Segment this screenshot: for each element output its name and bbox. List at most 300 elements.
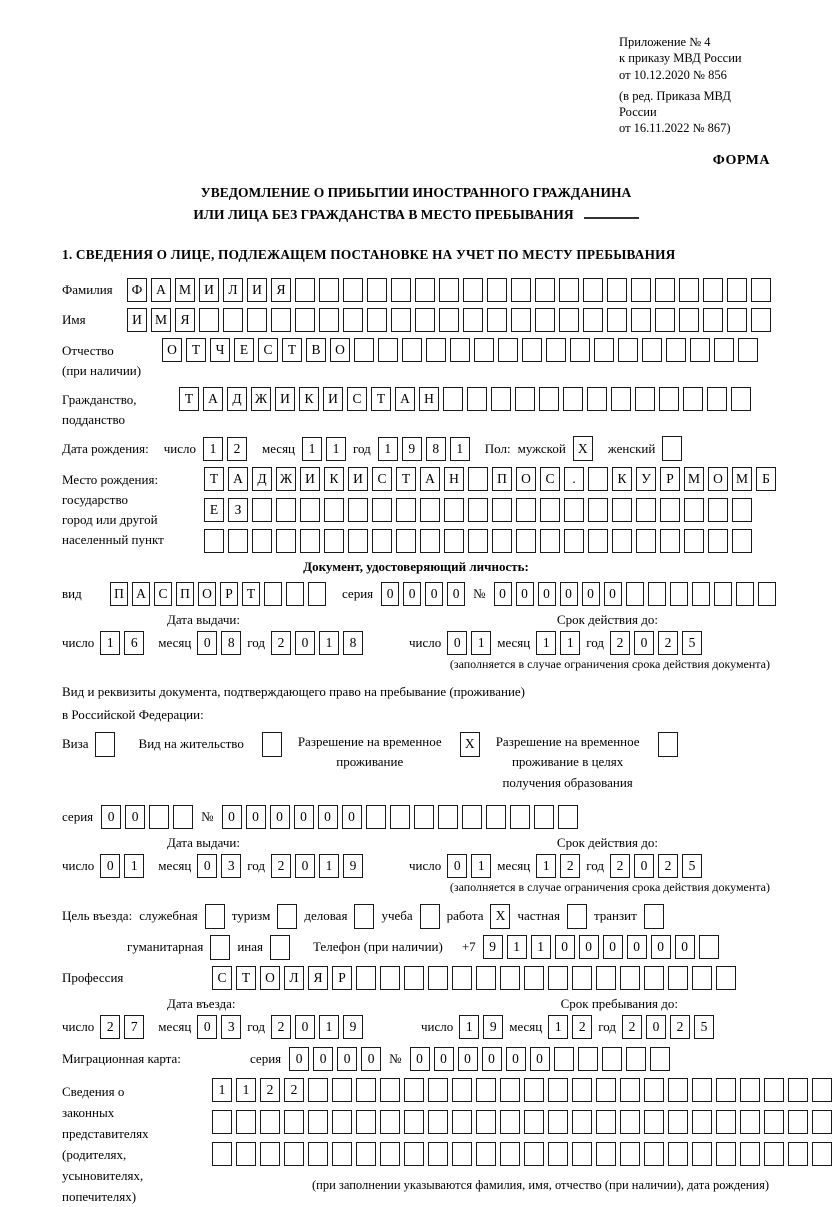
char-cell[interactable]: 0	[425, 582, 443, 606]
char-cell[interactable]: 2	[610, 631, 630, 655]
char-cell[interactable]	[564, 498, 584, 522]
char-cell[interactable]: 0	[289, 1047, 309, 1071]
char-cell[interactable]	[236, 1142, 256, 1166]
char-cell[interactable]	[659, 387, 679, 411]
char-cell[interactable]	[692, 1142, 712, 1166]
char-cell[interactable]	[626, 1047, 646, 1071]
char-cell[interactable]: К	[324, 467, 344, 491]
char-cell[interactable]	[439, 308, 459, 332]
char-cell[interactable]: 2	[658, 854, 678, 878]
residence-number-cells[interactable]	[222, 805, 578, 829]
char-cell[interactable]	[380, 1110, 400, 1134]
char-cell[interactable]: Я	[175, 308, 195, 332]
char-cell[interactable]: Р	[220, 582, 238, 606]
char-cell[interactable]: 0	[516, 582, 534, 606]
char-cell[interactable]: 2	[658, 631, 678, 655]
char-cell[interactable]	[563, 387, 583, 411]
char-cell[interactable]: 1	[319, 854, 339, 878]
char-cell[interactable]: 0	[101, 805, 121, 829]
char-cell[interactable]: Д	[227, 387, 247, 411]
identity-kind-cells[interactable]	[110, 582, 326, 606]
representatives-cells-row2[interactable]	[212, 1110, 832, 1134]
char-cell[interactable]	[476, 1142, 496, 1166]
char-cell[interactable]	[404, 1142, 424, 1166]
char-cell[interactable]	[402, 338, 422, 362]
char-cell[interactable]: 0	[295, 854, 315, 878]
char-cell[interactable]	[812, 1110, 832, 1134]
char-cell[interactable]	[372, 498, 392, 522]
char-cell[interactable]: 0	[197, 854, 217, 878]
char-cell[interactable]	[636, 529, 656, 553]
char-cell[interactable]	[758, 582, 776, 606]
char-cell[interactable]: 0	[222, 805, 242, 829]
char-cell[interactable]: 1	[326, 437, 346, 461]
char-cell[interactable]	[535, 278, 555, 302]
char-cell[interactable]: Т	[236, 966, 256, 990]
char-cell[interactable]	[548, 1142, 568, 1166]
char-cell[interactable]	[751, 278, 771, 302]
char-cell[interactable]: X	[490, 904, 510, 929]
char-cell[interactable]	[308, 582, 326, 606]
char-cell[interactable]: Ж	[276, 467, 296, 491]
stay-month-cells[interactable]	[548, 1015, 592, 1039]
char-cell[interactable]	[510, 805, 530, 829]
char-cell[interactable]: 0	[675, 935, 695, 959]
char-cell[interactable]: 0	[458, 1047, 478, 1071]
char-cell[interactable]: Н	[444, 467, 464, 491]
char-cell[interactable]: 0	[482, 1047, 502, 1071]
char-cell[interactable]	[540, 529, 560, 553]
char-cell[interactable]	[668, 1142, 688, 1166]
char-cell[interactable]	[548, 966, 568, 990]
char-cell[interactable]: К	[299, 387, 319, 411]
char-cell[interactable]: 0	[295, 631, 315, 655]
char-cell[interactable]	[332, 1078, 352, 1102]
birth-year-cells[interactable]	[378, 437, 470, 461]
char-cell[interactable]	[452, 1110, 472, 1134]
char-cell[interactable]: П	[176, 582, 194, 606]
char-cell[interactable]	[716, 1142, 736, 1166]
char-cell[interactable]	[212, 1110, 232, 1134]
char-cell[interactable]	[611, 387, 631, 411]
char-cell[interactable]: 7	[124, 1015, 144, 1039]
char-cell[interactable]: Л	[284, 966, 304, 990]
char-cell[interactable]	[452, 1078, 472, 1102]
char-cell[interactable]: О	[516, 467, 536, 491]
char-cell[interactable]	[727, 308, 747, 332]
char-cell[interactable]: Я	[271, 278, 291, 302]
char-cell[interactable]	[95, 732, 115, 757]
char-cell[interactable]: 0	[530, 1047, 550, 1071]
char-cell[interactable]	[420, 498, 440, 522]
char-cell[interactable]: И	[247, 278, 267, 302]
char-cell[interactable]: С	[212, 966, 232, 990]
char-cell[interactable]	[683, 387, 703, 411]
char-cell[interactable]	[468, 498, 488, 522]
char-cell[interactable]: П	[492, 467, 512, 491]
purpose-official-checkbox[interactable]	[205, 904, 225, 929]
char-cell[interactable]: 1	[507, 935, 527, 959]
char-cell[interactable]	[524, 966, 544, 990]
char-cell[interactable]	[708, 498, 728, 522]
char-cell[interactable]: 0	[506, 1047, 526, 1071]
char-cell[interactable]: В	[306, 338, 326, 362]
char-cell[interactable]: X	[573, 436, 593, 461]
char-cell[interactable]	[428, 1078, 448, 1102]
char-cell[interactable]: Л	[223, 278, 243, 302]
char-cell[interactable]	[564, 529, 584, 553]
char-cell[interactable]: 8	[221, 631, 241, 655]
char-cell[interactable]: П	[110, 582, 128, 606]
char-cell[interactable]	[474, 338, 494, 362]
char-cell[interactable]: 2	[560, 854, 580, 878]
char-cell[interactable]	[660, 529, 680, 553]
char-cell[interactable]	[607, 278, 627, 302]
char-cell[interactable]	[727, 278, 747, 302]
purpose-private-checkbox[interactable]	[567, 904, 587, 929]
identity-issue-year[interactable]	[271, 631, 363, 655]
visa-checkbox[interactable]	[95, 732, 115, 757]
char-cell[interactable]	[516, 498, 536, 522]
sex-male-checkbox[interactable]	[573, 436, 593, 461]
char-cell[interactable]: 1	[471, 854, 491, 878]
char-cell[interactable]	[716, 966, 736, 990]
char-cell[interactable]	[546, 338, 566, 362]
char-cell[interactable]: Н	[419, 387, 439, 411]
char-cell[interactable]: И	[127, 308, 147, 332]
char-cell[interactable]	[324, 498, 344, 522]
char-cell[interactable]: Ч	[210, 338, 230, 362]
char-cell[interactable]	[332, 1142, 352, 1166]
char-cell[interactable]: И	[323, 387, 343, 411]
char-cell[interactable]	[286, 582, 304, 606]
char-cell[interactable]	[205, 904, 225, 929]
char-cell[interactable]	[252, 498, 272, 522]
char-cell[interactable]	[264, 582, 282, 606]
char-cell[interactable]: Р	[332, 966, 352, 990]
residence-issue-month[interactable]	[197, 854, 241, 878]
char-cell[interactable]	[578, 1047, 598, 1071]
char-cell[interactable]	[366, 805, 386, 829]
char-cell[interactable]	[404, 1110, 424, 1134]
char-cell[interactable]: 1	[378, 437, 398, 461]
char-cell[interactable]	[692, 966, 712, 990]
patronymic-cells[interactable]	[162, 338, 758, 362]
char-cell[interactable]	[583, 308, 603, 332]
char-cell[interactable]: 8	[343, 631, 363, 655]
char-cell[interactable]	[650, 1047, 670, 1071]
char-cell[interactable]	[690, 338, 710, 362]
residence-valid-year[interactable]	[610, 854, 702, 878]
representatives-cells-row1[interactable]	[212, 1078, 832, 1102]
char-cell[interactable]: Т	[371, 387, 391, 411]
char-cell[interactable]	[732, 498, 752, 522]
char-cell[interactable]	[714, 338, 734, 362]
char-cell[interactable]: 0	[634, 631, 654, 655]
char-cell[interactable]: 1	[100, 631, 120, 655]
char-cell[interactable]: 0	[538, 582, 556, 606]
char-cell[interactable]	[367, 278, 387, 302]
char-cell[interactable]: 2	[622, 1015, 642, 1039]
char-cell[interactable]	[324, 529, 344, 553]
char-cell[interactable]	[452, 966, 472, 990]
char-cell[interactable]: 0	[295, 1015, 315, 1039]
char-cell[interactable]	[252, 529, 272, 553]
char-cell[interactable]: Т	[186, 338, 206, 362]
char-cell[interactable]	[716, 1110, 736, 1134]
char-cell[interactable]	[655, 308, 675, 332]
char-cell[interactable]	[515, 387, 535, 411]
char-cell[interactable]	[594, 338, 614, 362]
char-cell[interactable]	[300, 498, 320, 522]
char-cell[interactable]: 0	[381, 582, 399, 606]
char-cell[interactable]	[415, 308, 435, 332]
char-cell[interactable]	[618, 338, 638, 362]
char-cell[interactable]: Т	[396, 467, 416, 491]
char-cell[interactable]: 9	[343, 1015, 363, 1039]
purpose-business-checkbox[interactable]	[354, 904, 374, 929]
char-cell[interactable]	[500, 1110, 520, 1134]
identity-issue-day[interactable]	[100, 631, 144, 655]
char-cell[interactable]	[554, 1047, 574, 1071]
char-cell[interactable]	[276, 529, 296, 553]
char-cell[interactable]: 0	[410, 1047, 430, 1071]
identity-valid-year[interactable]	[610, 631, 702, 655]
char-cell[interactable]	[492, 529, 512, 553]
temp-permit-checkbox[interactable]	[460, 732, 480, 757]
entry-month-cells[interactable]	[197, 1015, 241, 1039]
char-cell[interactable]	[524, 1078, 544, 1102]
char-cell[interactable]: 0	[604, 582, 622, 606]
char-cell[interactable]	[468, 467, 488, 491]
birth-day-cells[interactable]	[203, 437, 247, 461]
char-cell[interactable]	[572, 966, 592, 990]
char-cell[interactable]	[356, 1142, 376, 1166]
char-cell[interactable]	[731, 387, 751, 411]
char-cell[interactable]	[500, 966, 520, 990]
char-cell[interactable]	[210, 935, 230, 960]
given-name-cells[interactable]	[127, 308, 771, 332]
char-cell[interactable]	[511, 308, 531, 332]
char-cell[interactable]: 9	[402, 437, 422, 461]
char-cell[interactable]	[740, 1142, 760, 1166]
char-cell[interactable]	[703, 278, 723, 302]
char-cell[interactable]	[587, 387, 607, 411]
char-cell[interactable]: 2	[572, 1015, 592, 1039]
migration-number-cells[interactable]	[410, 1047, 670, 1071]
identity-series-cells[interactable]	[381, 582, 465, 606]
char-cell[interactable]: 1	[124, 854, 144, 878]
char-cell[interactable]: А	[228, 467, 248, 491]
char-cell[interactable]: О	[198, 582, 216, 606]
char-cell[interactable]: З	[228, 498, 248, 522]
char-cell[interactable]	[308, 1110, 328, 1134]
char-cell[interactable]	[300, 529, 320, 553]
char-cell[interactable]	[476, 1078, 496, 1102]
char-cell[interactable]	[236, 1110, 256, 1134]
char-cell[interactable]	[270, 935, 290, 960]
char-cell[interactable]: И	[275, 387, 295, 411]
char-cell[interactable]	[524, 1110, 544, 1134]
char-cell[interactable]	[716, 1078, 736, 1102]
char-cell[interactable]	[343, 278, 363, 302]
char-cell[interactable]: М	[732, 467, 752, 491]
char-cell[interactable]: 1	[319, 631, 339, 655]
char-cell[interactable]	[372, 529, 392, 553]
char-cell[interactable]	[736, 582, 754, 606]
char-cell[interactable]	[380, 1142, 400, 1166]
char-cell[interactable]	[740, 1078, 760, 1102]
char-cell[interactable]: 0	[197, 1015, 217, 1039]
char-cell[interactable]: 2	[610, 854, 630, 878]
char-cell[interactable]	[662, 436, 682, 461]
char-cell[interactable]	[684, 498, 704, 522]
char-cell[interactable]	[655, 278, 675, 302]
char-cell[interactable]: О	[330, 338, 350, 362]
char-cell[interactable]	[644, 1078, 664, 1102]
char-cell[interactable]	[812, 1078, 832, 1102]
char-cell[interactable]	[295, 278, 315, 302]
char-cell[interactable]	[319, 278, 339, 302]
char-cell[interactable]	[596, 1142, 616, 1166]
char-cell[interactable]	[812, 1142, 832, 1166]
phone-cells[interactable]	[483, 935, 719, 959]
char-cell[interactable]: Т	[179, 387, 199, 411]
char-cell[interactable]: Ф	[127, 278, 147, 302]
char-cell[interactable]	[699, 935, 719, 959]
char-cell[interactable]	[692, 582, 710, 606]
char-cell[interactable]	[247, 308, 267, 332]
char-cell[interactable]: Е	[204, 498, 224, 522]
char-cell[interactable]	[276, 498, 296, 522]
char-cell[interactable]	[277, 904, 297, 929]
char-cell[interactable]	[612, 529, 632, 553]
char-cell[interactable]: К	[612, 467, 632, 491]
char-cell[interactable]	[635, 387, 655, 411]
char-cell[interactable]	[262, 732, 282, 757]
char-cell[interactable]: 2	[271, 854, 291, 878]
char-cell[interactable]	[714, 582, 732, 606]
char-cell[interactable]	[588, 467, 608, 491]
char-cell[interactable]: 3	[221, 1015, 241, 1039]
char-cell[interactable]	[572, 1078, 592, 1102]
char-cell[interactable]: М	[151, 308, 171, 332]
char-cell[interactable]: А	[132, 582, 150, 606]
char-cell[interactable]	[343, 308, 363, 332]
char-cell[interactable]	[658, 732, 678, 757]
char-cell[interactable]: М	[175, 278, 195, 302]
char-cell[interactable]	[444, 529, 464, 553]
birth-month-cells[interactable]	[302, 437, 346, 461]
char-cell[interactable]: 0	[294, 805, 314, 829]
char-cell[interactable]: С	[347, 387, 367, 411]
char-cell[interactable]	[223, 308, 243, 332]
char-cell[interactable]	[173, 805, 193, 829]
char-cell[interactable]	[764, 1110, 784, 1134]
char-cell[interactable]	[684, 529, 704, 553]
char-cell[interactable]	[670, 582, 688, 606]
char-cell[interactable]: 0	[434, 1047, 454, 1071]
char-cell[interactable]: 0	[197, 631, 217, 655]
char-cell[interactable]	[348, 498, 368, 522]
char-cell[interactable]	[332, 1110, 352, 1134]
char-cell[interactable]: 0	[342, 805, 362, 829]
char-cell[interactable]	[612, 498, 632, 522]
purpose-study-checkbox[interactable]	[420, 904, 440, 929]
char-cell[interactable]	[149, 805, 169, 829]
char-cell[interactable]: С	[540, 467, 560, 491]
char-cell[interactable]: 0	[447, 582, 465, 606]
char-cell[interactable]	[620, 966, 640, 990]
char-cell[interactable]: 0	[646, 1015, 666, 1039]
char-cell[interactable]	[732, 529, 752, 553]
char-cell[interactable]	[295, 308, 315, 332]
char-cell[interactable]	[443, 387, 463, 411]
char-cell[interactable]	[668, 1110, 688, 1134]
char-cell[interactable]: 2	[271, 631, 291, 655]
char-cell[interactable]	[348, 529, 368, 553]
char-cell[interactable]	[271, 308, 291, 332]
char-cell[interactable]	[596, 966, 616, 990]
char-cell[interactable]	[620, 1110, 640, 1134]
surname-cells[interactable]	[127, 278, 771, 302]
char-cell[interactable]	[420, 529, 440, 553]
residence-series-cells[interactable]	[101, 805, 193, 829]
char-cell[interactable]: О	[260, 966, 280, 990]
char-cell[interactable]: 6	[124, 631, 144, 655]
char-cell[interactable]	[404, 1078, 424, 1102]
identity-valid-month[interactable]	[536, 631, 580, 655]
char-cell[interactable]	[438, 805, 458, 829]
char-cell[interactable]: 9	[483, 1015, 503, 1039]
char-cell[interactable]	[668, 966, 688, 990]
char-cell[interactable]: 0	[125, 805, 145, 829]
char-cell[interactable]: 0	[270, 805, 290, 829]
char-cell[interactable]	[380, 966, 400, 990]
char-cell[interactable]	[444, 498, 464, 522]
char-cell[interactable]	[428, 966, 448, 990]
char-cell[interactable]	[644, 1142, 664, 1166]
stay-year-cells[interactable]	[622, 1015, 714, 1039]
char-cell[interactable]	[462, 805, 482, 829]
migration-series-cells[interactable]	[289, 1047, 381, 1071]
birth-place-cells-row2[interactable]	[204, 498, 776, 522]
char-cell[interactable]	[415, 278, 435, 302]
char-cell[interactable]	[539, 387, 559, 411]
char-cell[interactable]: 5	[682, 854, 702, 878]
char-cell[interactable]	[476, 1110, 496, 1134]
char-cell[interactable]: С	[258, 338, 278, 362]
char-cell[interactable]	[631, 308, 651, 332]
char-cell[interactable]	[367, 308, 387, 332]
residence-issue-year[interactable]	[271, 854, 363, 878]
char-cell[interactable]	[204, 529, 224, 553]
char-cell[interactable]	[511, 278, 531, 302]
entry-day-cells[interactable]	[100, 1015, 144, 1039]
char-cell[interactable]	[404, 966, 424, 990]
char-cell[interactable]	[356, 1110, 376, 1134]
char-cell[interactable]: 1	[203, 437, 223, 461]
char-cell[interactable]	[354, 904, 374, 929]
char-cell[interactable]	[636, 498, 656, 522]
char-cell[interactable]	[476, 966, 496, 990]
char-cell[interactable]	[450, 338, 470, 362]
char-cell[interactable]	[692, 1110, 712, 1134]
char-cell[interactable]	[620, 1142, 640, 1166]
char-cell[interactable]: 0	[361, 1047, 381, 1071]
char-cell[interactable]: 1	[302, 437, 322, 461]
char-cell[interactable]	[396, 498, 416, 522]
